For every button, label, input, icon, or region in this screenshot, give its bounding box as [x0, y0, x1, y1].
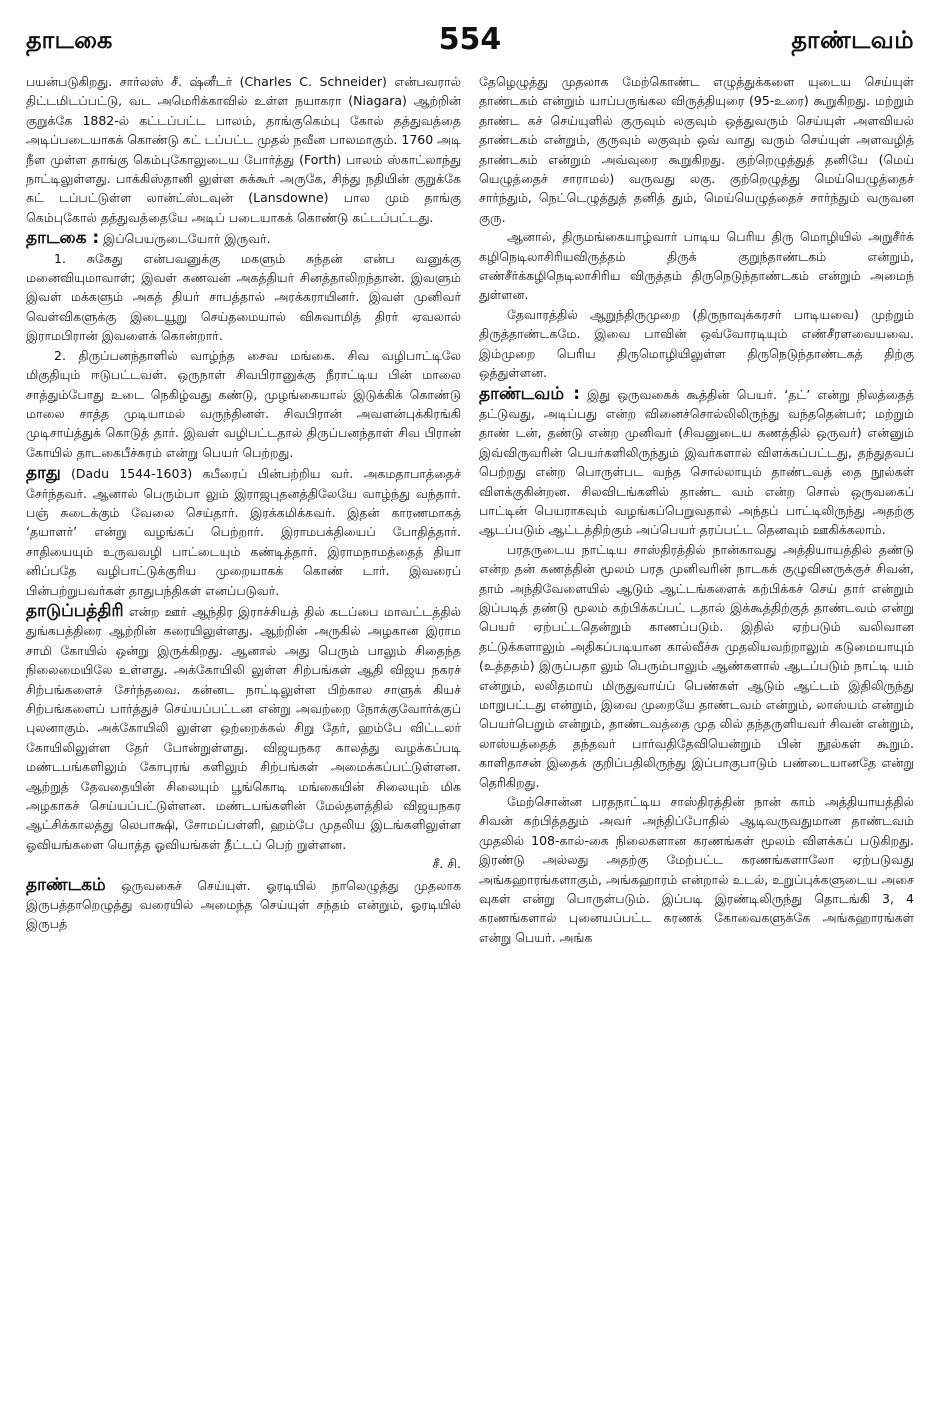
columns [26, 72, 914, 947]
entry-headword: தாடகை : [26, 228, 100, 249]
entry-headword: தாடுப்பத்திரி [26, 600, 124, 621]
entry-sub-paragraph: 1. சுகேது என்பவனுக்கு மகளும் சுந்தன் என்ப வனுக்கு மனைவியுமாவாள்; இவள் கணவன் அகத்தியர் சினத்தாலிறந்தான். இவளும் இவள் மக்களும் அகத் தியர் சாபத்தால் அரக்கராயினர். இவள் முனிவர் வெள்விகளுக்கு இடையூறு செய்தமையால் விசுவாமித் திரர் ஏவலால் இராமபிரான் இவளைக் கொன்றார். [26, 250, 461, 344]
entry-thaadupathiri [26, 602, 461, 854]
entry-thadakai [26, 229, 461, 248]
entry-sub-paragraph: 2. திருப்பனந்தாளில் வாழ்ந்த சைவ மங்கை. சிவ வழிபாட்டிலே மிகுதியும் ஈடுபட்டவள். ஒருநாள் சிவபிரானுக்கு நீராட்டிய பின் மாலை சாத்தும்போது உடை நெகிழ்வது கண்டு, முழங்கையால் இடுக்கிக் கொண்டு மாலை சாத்த முடியாமல் வருந்தினள். சிவபிரான் அவளன்புக்கிரங்கி முடிசாய்த்துக் கொடுத் தார். இவள் வழிபட்டதால் திருப்பனந்தாள் சிவ பிரான் கோயில் தாடகைபீச்சுரம் என்று பெயர் பெற்றது. [26, 347, 461, 460]
entry-text: என்ற ஊர் ஆந்திர இராச்சியத் தில் கடப்பை மாவட்டத்தில் துங்கபத்திரை ஆற்றின் கரையிலுள்ளது. ஆற்றின் அருகில் அழகான இராம சாமி கோயில் ஒன்று இருக்கிறது. ஆனால் அது பெரும் பாலும் சிதைந்த நிலைமையிலே உள்ளது. அக்கோயிலி லுள்ள சிற்பங்கள் ஆதி விஜய நகரச் சிற்பங்களைச் சேர்ந்தவை. கன்னட நாட்டிலுள்ள பிற்கால சாளுக் கியச் சிற்பங்களைப் பார்த்துச் செய்யப்பட்டன என்று அவற்றை நோக்குவோர்க்குப் புலனாகும். அக்கோயிலி லுள்ள ஒற்றைக்கல் சிறு தேர், ஹம்பே விட்டலர் கோயிலிலுள்ள தேர் போன்றுள்ளது. விஜயநகர காலத்து வழக்கப்படி மண்டபங்களிலும் கோபுரங் களிலும் சிற்பங்கள் அமைக்கப்பட்டுள்ளன. ஆற்றுத் தேவதையின் சிலையும் பூங்கொடி மங்கையின் சிலையும் மிக அழகாகச் செய்யப்பட்டுள்ளன. மண்டபங்களின் மேல்தளத்தில் விஜயநகர ஆட்சிக்காலத்து லெபாக்ஷி, சோமப்பள்ளி, ஹம்பே முதலிய இடங்களிலுள்ள ஓவியங்களை யொத்த ஓவியங்கள் தீட்டப் பெற் றுள்ளன. [26, 603, 462, 852]
paragraph: ஆனால், திருமங்கையாழ்வார் பாடிய பெரிய திரு மொழியில் அறுசீர்க் கழிநெடிலாசிரியவிருத்தம் திருக் குறுந்தாண்டகம் என்றும், எண்சீர்க்கழிநெடிலாசிரிய விருத்தம் திருநெடுந்தாண்டகம் என்றும் அமைந் துள்ளன. [479, 229, 914, 303]
left-column [26, 72, 461, 947]
entry-thaadu [26, 464, 461, 600]
author-initials: சீ. சி. [432, 856, 461, 872]
page-number: 554 [438, 22, 502, 57]
entry-thaandavam [479, 385, 914, 540]
entry-text: ஒருவகைச் செய்யுள். ஓரடியில் நாலெழுத்து முதலாக இருபத்தாறெழுத்து வரையில் அமைந்த செய்யுள் சந்தம் என்றும், ஓரடியில் இருபத் [26, 877, 461, 932]
entry-headword: தாண்டவம் : [479, 383, 581, 404]
header-left-guideword: தாடகை [26, 26, 113, 54]
entry-text: (Dadu 1544-1603) கபீரைப் பின்பற்றிய வர். அகமதாபாத்தைச் சேர்ந்தவர். ஆனால் பெரும்பா லும் இராஜபுதனத்திலேயே வாழ்ந்து வந்தார். பஞ் சுடைக்கும் வேலை செய்தார். இரக்கமிக்கவர். இதன் காரணமாகத் ‘தயாளர்’ என்று வழங்கப் பெற்றார். இராமபக்தியைப் போதித்தார். சாதியையும் உருவவழி பாட்டையும் கண்டித்தார். இராமநாமத்தைத் தியா னிப்பதே வழிபாட்டுக்குரிய முறையாகக் கொண் டார். இவரைப் பின்பற்றுபவர்கள் தாதுபந்திகள் எனப்படுவர். [26, 466, 461, 598]
paragraph: பரதருடைய நாட்டிய சாஸ்திரத்தில் நான்காவது அத்தியாயத்தில் தண்டு என்ற தன் கணத்தின் மூலம் பரத முனிவரின் நாடகக் குழுவினருக்குச் சிவன், தாம் அந்திவேளையில் ஆடும் ஆட்டங்களைக் கற்பிக்கச் செய் தார் என்றும் இப்படித் தண்டு மூலம் கற்பிக்கப்பட் டதால் இக்கூத்திற்குத் தாண்டவம் என்று பெயர் ஏற்பட்டதென்றும் காணப்படும். இதில் ஏற்படும் வலிவான தட்டுக்களாலும் அதிகப்படியான கால்வீச்சு முதலியவற்றாலும் கடுமையாயும் (உத்ததம்) இருப்பதா லும் பெரும்பாலும் ஆண்களால் ஆடப்படும் நாட்டி யம் என்றும், லலிதமாய் மிருதுவாய்ப் பெண்கள் ஆடும் ஆட்டம் இதிலிருந்து மாறுபட்டது என்றும், இவை முறையே தாண்டவம் என்றும், லாஸ்யம் என்றும் பெயர்பெறும் என்றும், தாண்டவத்தை முத லில் தந்தருளியவர் சிவன் என்றும், லாஸ்யத்தைத் தந்தவர் பார்வதிதேவியென்றும் பின் நூல்கள் கூறும். காளிதாசன் இதைக் குறிப்பதிலிருந்து இப்பாகுபாடும் பண்டையானதே என்று தெரிகிறது. [479, 541, 914, 790]
running-header [26, 22, 914, 66]
entry-thaandakam [26, 876, 461, 934]
entry-headword: தாண்டகம் [26, 874, 106, 895]
header-right-guideword: தாண்டவம் [791, 26, 914, 54]
right-column [479, 72, 914, 947]
paragraph: தேவாரத்தில் ஆறுந்திருமுறை (திருநாவுக்கரசர் பாடியவை) முற்றும் திருத்தாண்டகமே. இவை பாவின் ஒவ்வோரடியும் எண்சீரளவையவை. இம்முறை பெரிய திருமொழியிலுள்ள திருநெடுந்தாண்டகத் திற்கு ஒத்துள்ளன. [479, 306, 914, 381]
entry-intro: இப்பெயருடையோர் இருவர். [103, 231, 271, 247]
entry-text: இது ஒருவகைக் கூத்தின் பெயர். ‘தட்’ என்று நிலத்தைத் தட்டுவது, அடிப்பது என்ற வினைச்சொல்லிலிருந்து வந்ததென்பர்; மற்றும் தாண் டன், தண்டு என்ற முனிவர் (சிவனுடைய கணத்தில் ஒருவர்) என்னும் இவ்விருவரின் பெயர்களிலிருந்தும் இவர்களால் விளக்கப்பட்டது, தந்துதவப் பெற்றது என்ற பொருள்பட வந்த சொல்லாயும் தாண்டவத் தை நூல்கள் விளக்குகின்றன. சிலவிடங்களில் தாண்ட வம் என்ற சொல் ஒருவகைப் பாட்டின் பெயராகவும் வழங்கப்பெறுவதால் அந்தப் பாட்டிலிருந்து அதற்கு ஆடப்படும் ஆட்டத்திற்கும் அப்பெயர் தரப்பட்ட தெனவும் ஊகிக்கலாம். [479, 386, 914, 538]
continued-paragraph: தேழெழுத்து முதலாக மேற்கொண்ட எழுத்துக்களை யுடைய செய்யுள் தாண்டகம் என்றும் யாப்பருங்கல விருத்தியுரை (95-உரை) கூறுகிறது. மற்றும் தாண்ட கச் செய்யுளில் குருவும் லகுவும் ஒத்துவரும் செய்யுள் அளவியல் தாண்டகம் என்றும், குருவும் லகுவும் ஒவ் வாது வரும் செய்யுள் அளவழித் தாண்டகம் என்றும் அவ்வுரை கூறுகிறது. குற்றெழுத்துத் தனியே (மெய் யெழுத்தைச் சாராமல்) வருவது லகு. குற்றெழுத்து மெய்யெழுத்தைச் சார்ந்தும், நெட்டெழுத்துத் தனித் தும், மெய்யெழுத்தைச் சார்ந்தும் வருவன குரு. [479, 74, 914, 225]
paragraph: மேற்சொன்ன பரதநாட்டிய சாஸ்திரத்தின் நான் காம் அத்தியாயத்தில் சிவன் கற்பித்ததும் அவர் அந்திப்போதில் ஆடிவருவதுமான தாண்டவம் முதலில் 108-கால்-கை நிலைகளான கரணங்கள் மூலம் விளக்கப் படுகிறது. இரண்டு அல்லது அதற்கு மேற்பட்ட கரணங்களாலோ ஏற்படுவது அங்கஹாரங்களாகும், அங்கஹாரம் என்றால் உடல், உறுப்புக்களுடைய அசை வுகள் என்று பொருள்படும். இப்படி இரண்டிலிருந்து தொடங்கி 3, 4 கரணங்களால் புனையப்பட்ட கரணக் கோவைகளுக்கே அங்கஹாரங்கள் என்று பெயர். அங்க [479, 794, 914, 945]
continued-paragraph: பயன்படுகிறது. சார்லஸ் சீ. ஷ்னீடர் (Charles C. Schneider) என்பவரால் திட்டமிடப்பட்டு, வட அமெரிக்காவில் உள்ள நயாகரா (Niagara) ஆற்றின் குறுக்கே 1882-ல் கட்டப்பட்ட பாலம், தாங்குகெம்பு கோல் தத்துவத்தை அடிப்படையாகக் கொண்டு கட் டப்பட்ட முதல் நவீன பாலமாகும். 1760 அடி நீள முள்ள தாங்கு கெம்புகோலுடைய போர்த்து (Forth) பாலம் ஸ்காட்லாந்து நாட்டிலுள்ளது. பாக்கிஸ்தானி லுள்ள சுக்கூர் அருகே, சிந்து நதியின் குறுக்கே கட் டப்பட்டுள்ள லான்ட்ஸ்டவுன் (Lansdowne) பால மும் தாங்கு கெம்புகோல் தத்துவத்தையே அடிப் படையாகக் கொண்டு கட்டப்பட்டது. [26, 74, 461, 225]
entry-headword: தாது [26, 463, 61, 484]
